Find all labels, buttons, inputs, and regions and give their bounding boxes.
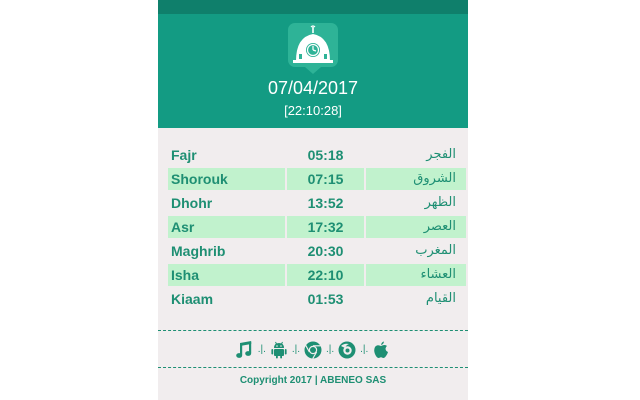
prayer-time: 13:52 — [307, 195, 344, 211]
prayer-time: 07:15 — [287, 168, 364, 190]
prayer-name-arabic: العشاء — [366, 264, 466, 286]
prayer-times-list — [168, 143, 466, 311]
prayer-time: 01:53 — [307, 291, 344, 307]
prayer-name-arabic: المغرب — [415, 243, 456, 258]
chrome-icon[interactable] — [303, 340, 323, 360]
prayer-name: Fajr — [171, 147, 197, 163]
copyright-text: Copyright 2017 | ABENEO SAS — [239, 375, 387, 386]
prayer-name: Shorouk — [168, 168, 285, 190]
firefox-icon[interactable] — [337, 340, 357, 360]
prayer-name-arabic: الشروق — [366, 168, 466, 190]
prayer-times-widget — [158, 0, 468, 400]
store-links — [158, 338, 468, 362]
separator: .|. — [291, 344, 300, 355]
prayer-row-isha — [168, 263, 466, 287]
top-bar — [158, 0, 468, 14]
prayer-name: Asr — [168, 216, 285, 238]
prayer-row-maghrib — [168, 239, 466, 263]
prayer-time: 05:18 — [307, 147, 344, 163]
prayer-name-arabic: القيام — [425, 291, 456, 306]
separator: .|. — [257, 344, 266, 355]
prayer-name-arabic: الفجر — [426, 147, 456, 162]
apple-icon[interactable] — [371, 340, 391, 360]
prayer-name: Kiaam — [171, 291, 214, 307]
current-time: [22:10:28] — [284, 103, 342, 118]
mosque-clock-icon — [288, 23, 338, 67]
current-date: 07/04/2017 — [267, 78, 359, 98]
prayer-row-asr — [168, 215, 466, 239]
prayer-row-shorouk — [168, 167, 466, 191]
prayer-time: 22:10 — [287, 264, 364, 286]
prayer-name: Maghrib — [171, 243, 226, 259]
prayer-name: Dhohr — [171, 195, 213, 211]
android-icon[interactable] — [269, 340, 289, 360]
divider — [158, 367, 468, 368]
prayer-name-arabic: العصر — [366, 216, 466, 238]
prayer-row-dhohr — [168, 191, 466, 215]
separator: .|. — [326, 344, 335, 355]
prayer-name-arabic: الظهر — [424, 195, 456, 210]
prayer-time: 17:32 — [287, 216, 364, 238]
divider — [158, 330, 468, 331]
header — [158, 14, 468, 128]
music-icon[interactable] — [235, 340, 255, 360]
separator: .|. — [360, 344, 369, 355]
prayer-row-fajr — [168, 143, 466, 167]
prayer-time: 20:30 — [307, 243, 344, 259]
prayer-row-kiaam — [168, 287, 466, 311]
prayer-name: Isha — [168, 264, 285, 286]
